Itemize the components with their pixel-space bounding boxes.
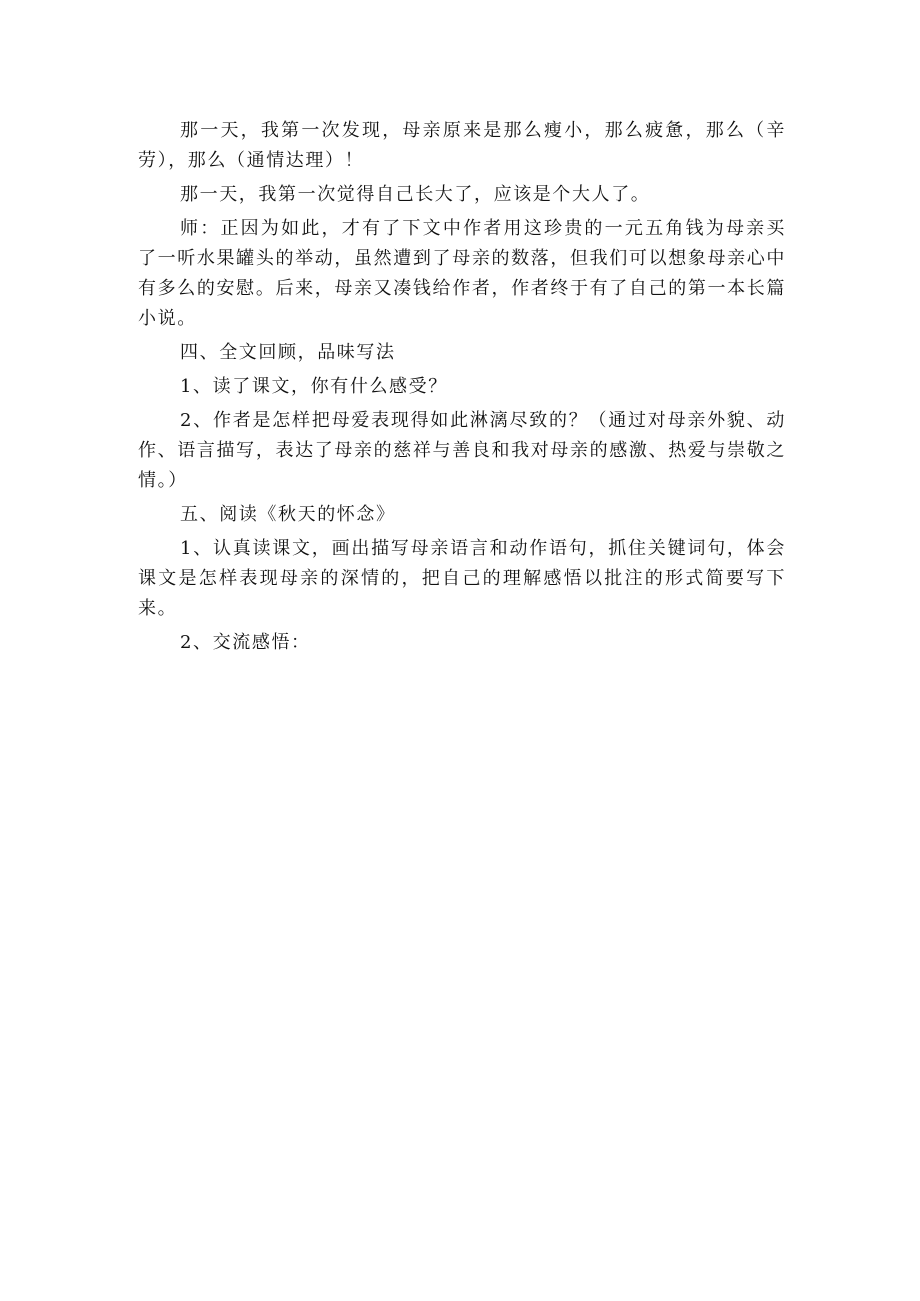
document-body [138,116,786,662]
task-share-insights: 2、交流感悟： [180,632,311,653]
question-writing-technique: 2、作者是怎样把母爱表现得如此淋漓尽致的？（通过对母亲外貌、动作、语言描写，表达了母亲的慈祥与善良和我对母亲的感激、热爱与崇敬之情。） [138,410,786,491]
section-heading-review: 四、全文回顾，品味写法 [180,342,396,363]
task-annotate-text: 1、认真读课文，画出描写母亲语言和动作语句，抓住关键词句，体会课文是怎样表现母亲的深情的，把自己的理解感悟以批注的形式简要写下来。 [138,538,786,619]
section-heading-reading: 五、阅读《秋天的怀念》 [180,504,396,525]
paragraph-teacher-note: 师：正因为如此，才有了下文中作者用这珍贵的一元五角钱为母亲买了一听水果罐头的举动，虽然遭到了母亲的数落，但我们可以想象母亲心中有多么的安慰。后来，母亲又凑钱给作者，作者终于有了自己的第一本长篇小说。 [138,218,786,329]
paragraph-discovery: 那一天，我第一次发现，母亲原来是那么瘦小，那么疲惫，那么（辛劳），那么（通情达理）！ [138,120,786,171]
paragraph-grown-up: 那一天，我第一次觉得自己长大了，应该是个大人了。 [180,184,651,205]
question-feelings: 1、读了课文，你有什么感受？ [180,376,448,397]
